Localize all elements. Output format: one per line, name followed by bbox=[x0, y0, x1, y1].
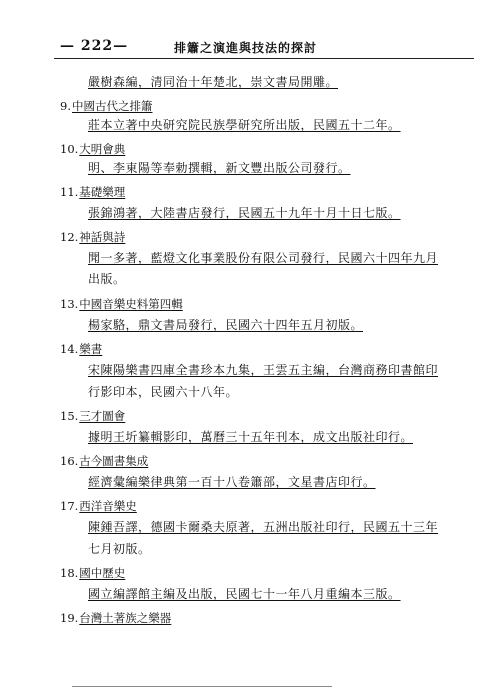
entry-detail: 宋陳陽樂書四庫全書珍本九集，王雲五主編，台灣商務印書館印 bbox=[88, 363, 439, 377]
entry-title: 9.中國古代之排簫 bbox=[60, 99, 153, 113]
entry-detail: 聞一多著，藍燈文化事業股份有限公司發行，民國六十四年九月 bbox=[88, 251, 439, 265]
entry-detail: 莊本立著中央研究院民族學研究所出版，民國五十二年。 bbox=[88, 118, 401, 132]
running-title: 排簫之演進與技法的探討 bbox=[174, 41, 318, 55]
entry-detail: 明、李東陽等奉勅撰輯，新文豐出版公司發行。 bbox=[88, 161, 351, 175]
entry-detail-continued: 行影印本，民國六十八年。 bbox=[88, 385, 239, 399]
entry-title: 13.中國音樂史料第四輯 bbox=[60, 297, 183, 311]
footer-rule bbox=[72, 686, 332, 687]
entry-title: 14.樂書 bbox=[60, 342, 103, 356]
entry-detail-continued: 出版。 bbox=[88, 272, 126, 286]
entry-title: 16.古今圖書集成 bbox=[60, 454, 149, 468]
entry-detail: 經濟彙編樂律典第一百十八卷簫部，文星書店印行。 bbox=[88, 475, 376, 489]
header-rule bbox=[54, 58, 474, 59]
entry-title: 11.基礎樂理 bbox=[60, 185, 126, 199]
entry-detail: 陳鍾吾譯，德國卡爾桑夫原著，五洲出版社印行，民國五十三年 bbox=[88, 520, 439, 534]
entry-title: 19.台灣土著族之樂器 bbox=[60, 611, 172, 625]
entry-title: 17.西洋音樂史 bbox=[60, 499, 137, 513]
entry-detail: 楊家駱，鼎文書局發行，民國六十四年五月初版。 bbox=[88, 318, 364, 332]
entry-title: 12.神話與詩 bbox=[60, 230, 126, 244]
entry-detail: 張錦鴻著，大陸書店發行，民國五十九年十月十日七版。 bbox=[88, 206, 401, 220]
entry-title: 10.大明會典 bbox=[60, 142, 126, 156]
entry-detail: 據明王圻纂輯影印，萬曆三十五年刊本，成文出版社印行。 bbox=[88, 430, 414, 444]
entry-title: 15.三才圖會 bbox=[60, 409, 126, 423]
entry-detail: 嚴樹森編，清同治十年楚北，崇文書局開雕。 bbox=[88, 75, 339, 89]
entry-detail: 國立編譯館主編及出版，民國七十一年八月重編本三版。 bbox=[88, 587, 401, 601]
page-header bbox=[54, 36, 474, 58]
entry-detail-continued: 七月初版。 bbox=[88, 542, 151, 556]
page-number: — 222— bbox=[60, 38, 129, 54]
entry-title: 18.國中歷史 bbox=[60, 566, 126, 580]
